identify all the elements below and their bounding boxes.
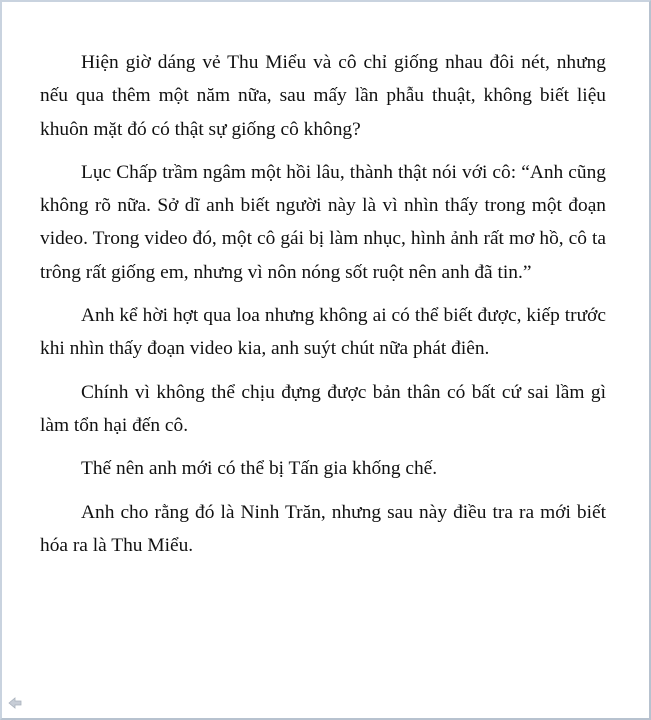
paragraph-6: Anh cho rằng đó là Ninh Trăn, nhưng sau này điều tra ra mới biết hóa ra là Thu Miểu. <box>40 501 606 556</box>
paragraph-4: Chính vì không thể chịu đựng được bản thân có bất cứ sai lầm gì làm tổn hại đến cô. <box>40 381 606 436</box>
paragraph-2: Lục Chấp trầm ngâm một hồi lâu, thành thật nói với cô: “Anh cũng không rõ nữa. Sở dĩ anh biết người này là vì nhìn thấy trong một đoạn video. Trong video đó, một cô gái bị làm nhục, hình ảnh rất mơ hồ, cô ta trông rất giống em, nhưng vì nôn nóng sốt ruột nên anh đã tin.” <box>40 161 606 283</box>
document-body <box>40 46 606 572</box>
paragraph-5: Thế nên anh mới có thể bị Tấn gia khống chế. <box>81 458 438 480</box>
page-corner-arrow-icon <box>7 696 23 710</box>
paragraph-1: Hiện giờ dáng vẻ Thu Miểu và cô chỉ giống nhau đôi nét, nhưng nếu qua thêm một năm nữa, sau mấy lần phẫu thuật, không biết liệu khuôn mặt đó có thật sự giống cô không? <box>40 52 606 140</box>
paragraph-3: Anh kể hời hợt qua loa nhưng không ai có thể biết được, kiếp trước khi nhìn thấy đoạn video kia, anh suýt chút nữa phát điên. <box>40 305 606 360</box>
